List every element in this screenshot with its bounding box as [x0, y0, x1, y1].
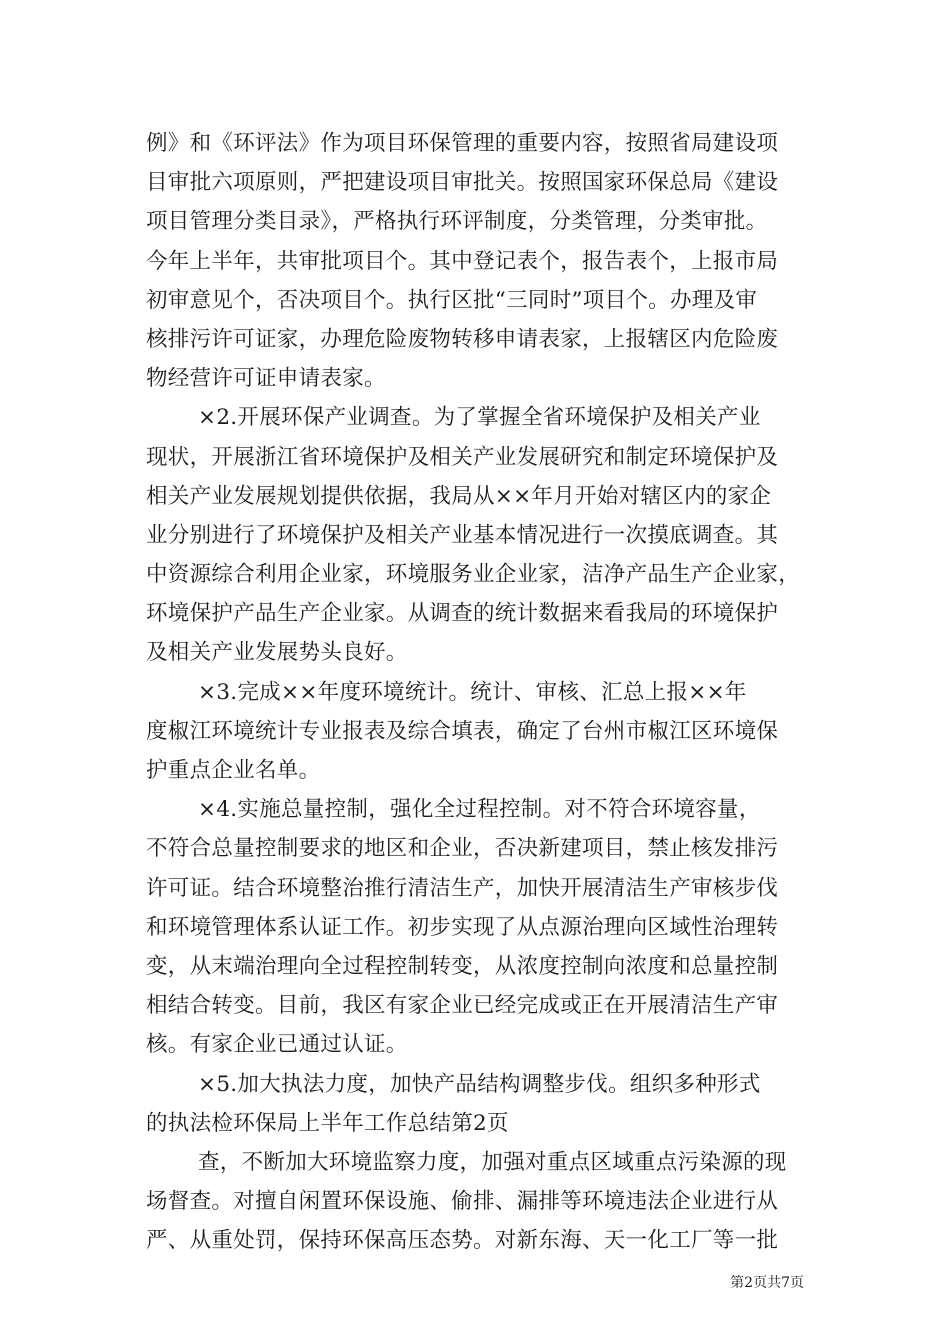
- text-line: 变，从末端治理向全过程控制转变，从浓度控制向浓度和总量控制: [146, 953, 779, 979]
- text-line: ×4.实施总量控制，强化全过程控制。对不符合环境容量，: [198, 797, 761, 823]
- text-line: 不符合总量控制要求的地区和企业，否决新建项目，禁止核发排污: [146, 836, 779, 862]
- text-line: 业分别进行了环境保护及相关产业基本情况进行一次摸底调查。其: [146, 522, 779, 548]
- text-line: 场督查。对擅自闲置环保设施、偷排、漏排等环境违法企业进行从: [146, 1189, 779, 1215]
- text-line: 现状，开展浙江省环境保护及相关产业发展研究和制定环境保护及: [146, 444, 779, 470]
- text-line: 相结合转变。目前，我区有家企业已经完成或正在开展清洁生产审: [146, 993, 779, 1019]
- text-line: 例》和《环评法》作为项目环保管理的重要内容，按照省局建设项: [146, 131, 779, 156]
- text-line: 及相关产业发展势头良好。: [146, 640, 408, 666]
- text-line: 护重点企业名单。: [146, 758, 321, 783]
- text-line: 物经营许可证申请表家。: [146, 366, 386, 392]
- text-line: 查，不断加大环境监察力度，加强对重点区域重点污染源的现: [198, 1149, 787, 1175]
- text-line: 度椒江环境统计专业报表及综合填表，确定了台州市椒江区环境保: [146, 718, 779, 744]
- document-body: [146, 124, 810, 1260]
- text-line: ×2.开展环保产业调查。为了掌握全省环境保护及相关产业: [198, 405, 761, 431]
- text-line: 相关产业发展规划提供依据，我局从××年月开始对辖区内的家企: [146, 483, 772, 509]
- text-line: 初审意见个，否决项目个。执行区批“三同时”项目个。办理及审: [146, 287, 758, 313]
- text-line: 严、从重处罚，保持环保高压态势。对新东海、天一化工厂等一批: [146, 1228, 779, 1254]
- text-line: 今年上半年，共审批项目个。其中登记表个，报告表个，上报市局: [146, 248, 779, 274]
- text-line: 核排污许可证家，办理危险废物转移申请表家，上报辖区内危险废: [146, 326, 779, 352]
- text-line: ×5.加大执法力度，加快产品结构调整步伐。组织多种形式: [198, 1071, 761, 1097]
- text-line: 环境保护产品生产企业家。从调查的统计数据来看我局的环境保护: [146, 601, 779, 627]
- text-line: 目审批六项原则，严把建设项目审批关。按照国家环保总局《建设: [146, 170, 779, 196]
- text-line: 和环境管理体系认证工作。初步实现了从点源治理向区域性治理转: [146, 914, 779, 940]
- text-line: 项目管理分类目录》，严格执行环评制度，分类管理，分类审批。: [146, 209, 768, 235]
- text-line: 中资源综合利用企业家，环境服务业企业家，洁净产品生产企业家，: [146, 562, 801, 588]
- text-line: 核。有家企业已通过认证。: [146, 1032, 408, 1058]
- text-line: 许可证。结合环境整治推行清洁生产，加快开展清洁生产审核步伐: [146, 875, 779, 901]
- text-line: ×3.完成××年度环境统计。统计、审核、汇总上报××年: [198, 679, 747, 705]
- page-number-footer: 第2页共7页: [730, 1275, 804, 1291]
- text-line: 的执法检环保局上半年工作总结第2页: [146, 1110, 509, 1136]
